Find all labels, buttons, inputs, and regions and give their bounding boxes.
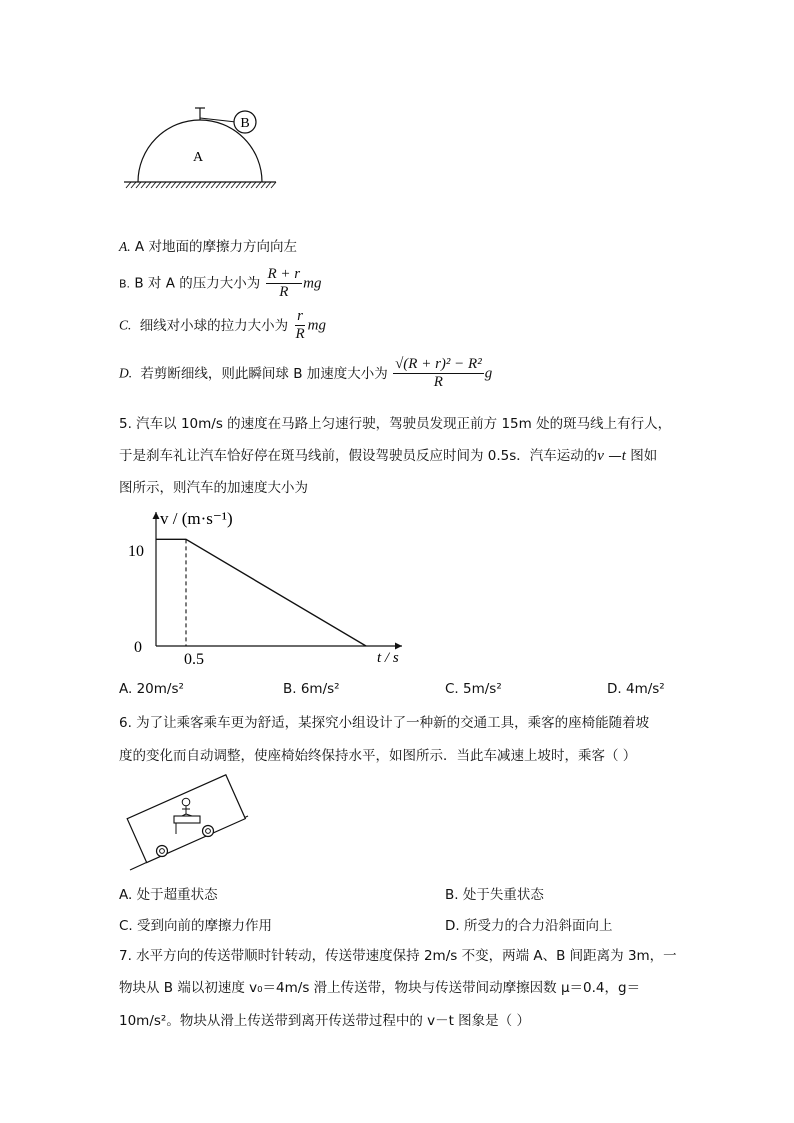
q5-vt-chart (120, 500, 420, 675)
fraction: $\frac{R + r}{R}$ (267, 266, 301, 300)
q6-option-d: D. 所受力的合力沿斜面向上 (445, 918, 613, 934)
q5-line-3: 图所示，则汽车的加速度大小为 (119, 480, 308, 496)
q5-option-b: B. 6m/s² (283, 681, 340, 697)
q6-option-a: A. 处于超重状态 (119, 887, 218, 903)
q7-line-1: 7. 水平方向的传送带顺时针转动，传送带速度保持 2m/s 不变，两端 A、B 间距离为 3m，一 (119, 948, 677, 964)
q6-option-b: B. 处于失重状态 (445, 887, 544, 903)
q5-option-a: A. 20m/s² (119, 681, 184, 697)
q4-option-c: C. 细线对小球的拉力大小为 $\frac{r}{R}$ mg (119, 308, 326, 342)
x-tick-0.5: 0.5 (184, 651, 204, 668)
origin-label: 0 (134, 639, 142, 656)
q5-line-1: 5. 汽车以 10m/s 的速度在马路上匀速行驶，驾驶员发现正前方 15m 处的斑马线上有行人， (119, 416, 672, 432)
q7-line-2: 物块从 B 端以初速度 v₀＝4m/s 滑上传送带，物块与传送带间动摩擦因数 μ＝0.4，g＝ (119, 980, 641, 996)
q6-line-1: 6. 为了让乘客乘车更为舒适，某探究小组设计了一种新的交通工具，乘客的座椅能随着坡 (119, 715, 650, 731)
q4-option-b: B. B 对 A 的压力大小为 $\frac{R + r}{R}$ mg (119, 266, 322, 300)
q6-vehicle-figure (112, 774, 252, 874)
velocity-line (156, 539, 366, 646)
level-seat (174, 816, 200, 823)
fraction: $\frac{\text{√(R + r)² − R²}}{R}$ (395, 356, 482, 390)
q5-option-d: D. 4m/s² (607, 681, 665, 697)
q6-line-2: 度的变化而自动调整，使座椅始终保持水平，如图所示．当此车减速上坡时，乘客（ ） (119, 748, 637, 764)
q4-option-d: D. 若剪断细线，则此瞬间球 B 加速度大小为 $\frac{\text{√(R + r)² − R²}}{R}$ g (119, 356, 493, 390)
wheel-rear (157, 846, 168, 857)
fraction: $\frac{r}{R}$ (295, 308, 305, 342)
q6-option-c: C. 受到向前的摩擦力作用 (119, 918, 273, 934)
ground-hatching (126, 182, 276, 188)
label-b: B (240, 116, 250, 131)
label-a: A (192, 150, 204, 165)
q4-option-a: A. A 对地面的摩擦力方向向左 (119, 239, 297, 255)
q5-option-c: C. 5m/s² (445, 681, 502, 697)
q4-figure (118, 100, 278, 195)
q5-line-2: 于是刹车礼让汽车恰好停在斑马线前，假设驾驶员反应时间为 0.5s．汽车运动的v —t 图如 (119, 448, 658, 464)
y-tick-10: 10 (128, 543, 144, 560)
y-axis-label: v / (m·s⁻¹) (160, 509, 233, 528)
q7-line-3: 10m/s²。物块从滑上传送带到离开传送带过程中的 v－t 图象是（ ） (119, 1013, 530, 1029)
x-axis-label: t / s (377, 650, 399, 666)
wheel-front (203, 826, 214, 837)
